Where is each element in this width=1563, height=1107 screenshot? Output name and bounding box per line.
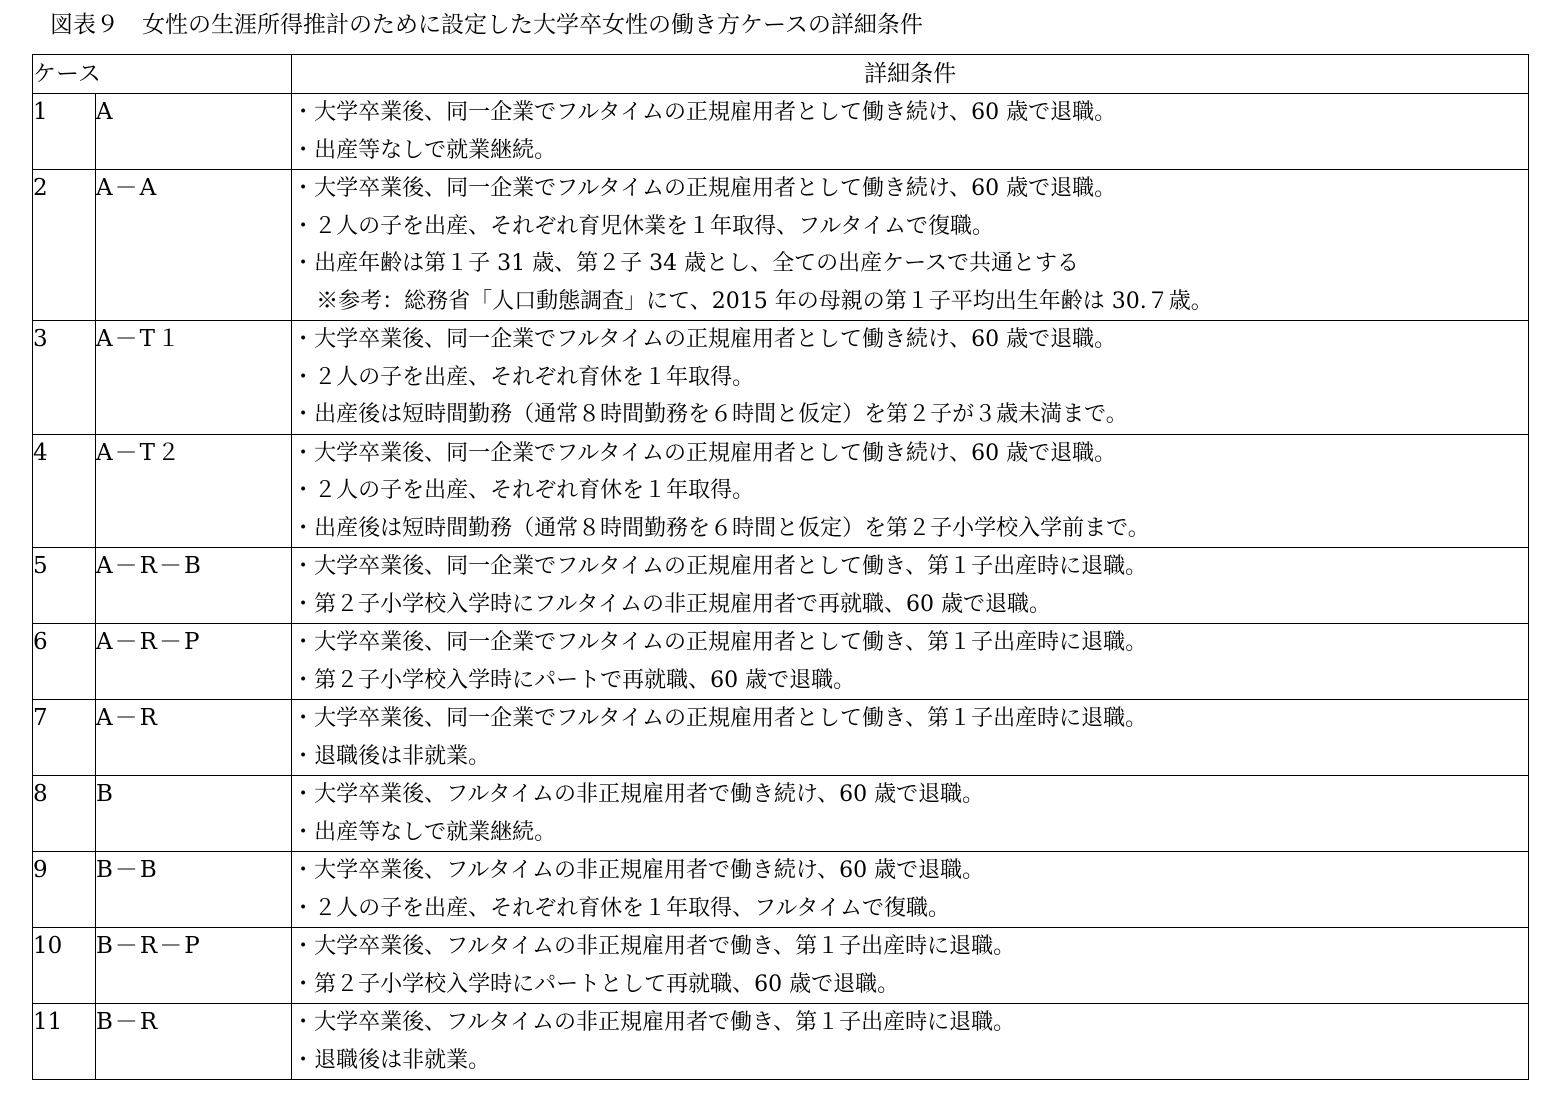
table-row xyxy=(33,548,1529,624)
table-row xyxy=(33,700,1529,776)
table-body xyxy=(33,94,1529,1080)
detail-line: ・２人の子を出産、それぞれ育休を１年取得。 xyxy=(292,364,755,390)
case-number: 8 xyxy=(33,776,96,852)
detail-line: ・出産年齢は第１子 31 歳、第２子 34 歳とし、全ての出産ケースで共通とする xyxy=(292,251,1080,276)
detail-line: ・第２子小学校入学時にパートで再就職、60 歳で退職。 xyxy=(292,667,856,693)
detail-line: ・大学卒業後、同一企業でフルタイムの正規雇用者として働き続け、60 歳で退職。 xyxy=(292,176,1117,201)
table-row xyxy=(33,1004,1529,1080)
case-code: A－A xyxy=(96,170,292,321)
case-code: B xyxy=(96,776,292,852)
case-detail xyxy=(292,321,1529,435)
case-code: A－T２ xyxy=(96,434,292,548)
table-row xyxy=(33,624,1529,700)
detail-line: ・第２子小学校入学時にフルタイムの非正規雇用者で再就職、60 歳で退職。 xyxy=(292,591,1051,617)
detail-line: ・大学卒業後、フルタイムの非正規雇用者で働き続け、60 歳で退職。 xyxy=(292,858,985,883)
case-code: B－B xyxy=(96,852,292,928)
case-number: 2 xyxy=(33,170,96,321)
case-detail xyxy=(292,776,1529,852)
detail-line: ・大学卒業後、同一企業でフルタイムの正規雇用者として働き続け、60 歳で退職。 xyxy=(292,100,1117,125)
case-number: 1 xyxy=(33,94,96,170)
case-number: 7 xyxy=(33,700,96,776)
detail-line: ・大学卒業後、フルタイムの非正規雇用者で働き、第１子出産時に退職。 xyxy=(292,934,1016,959)
case-code: B－R－P xyxy=(96,928,292,1004)
case-detail xyxy=(292,170,1529,321)
case-detail xyxy=(292,928,1529,1004)
case-conditions-table xyxy=(32,54,1529,1080)
case-code: A xyxy=(96,94,292,170)
detail-line: ・退職後は非就業。 xyxy=(292,1047,491,1073)
table-row xyxy=(33,170,1529,321)
detail-line: ・大学卒業後、フルタイムの非正規雇用者で働き続け、60 歳で退職。 xyxy=(292,782,985,807)
detail-line: ・出産等なしで就業継続。 xyxy=(292,819,557,845)
detail-note: ※参考：総務省「人口動態調査」にて、2015 年の母親の第１子平均出生年齢は 30.７歳。 xyxy=(316,288,1213,314)
detail-line: ・２人の子を出産、それぞれ育休を１年取得。 xyxy=(292,478,755,503)
header-case: ケース xyxy=(33,55,292,94)
case-code: A－T１ xyxy=(96,321,292,435)
case-detail xyxy=(292,624,1529,700)
case-detail xyxy=(292,1004,1529,1080)
table-caption: 図表９ 女性の生涯所得推計のために設定した大学卒女性の働き方ケースの詳細条件 xyxy=(50,12,923,38)
case-detail xyxy=(292,700,1529,776)
case-code: A－R－P xyxy=(96,624,292,700)
case-code: B－R xyxy=(96,1004,292,1080)
detail-line: ・退職後は非就業。 xyxy=(292,743,491,769)
case-detail xyxy=(292,94,1529,170)
header-detail: 詳細条件 xyxy=(292,55,1529,94)
detail-line: ・大学卒業後、同一企業でフルタイムの正規雇用者として働き、第１子出産時に退職。 xyxy=(292,706,1148,731)
detail-line: ・出産後は短時間勤務（通常８時間勤務を６時間と仮定）を第２子が３歳未満まで。 xyxy=(292,402,1128,427)
detail-line: ・大学卒業後、同一企業でフルタイムの正規雇用者として働き続け、60 歳で退職。 xyxy=(292,440,1117,466)
case-number: 5 xyxy=(33,548,96,624)
case-number: 10 xyxy=(33,928,96,1004)
case-detail xyxy=(292,548,1529,624)
table-row xyxy=(33,852,1529,928)
detail-line: ・大学卒業後、同一企業でフルタイムの正規雇用者として働き、第１子出産時に退職。 xyxy=(292,630,1148,655)
case-detail xyxy=(292,852,1529,928)
case-code: A－R xyxy=(96,700,292,776)
case-number: 9 xyxy=(33,852,96,928)
table-row xyxy=(33,94,1529,170)
table-row xyxy=(33,434,1529,548)
table-row xyxy=(33,928,1529,1004)
case-detail xyxy=(292,434,1529,548)
case-number: 3 xyxy=(33,321,96,435)
detail-line: ・２人の子を出産、それぞれ育児休業を１年取得、フルタイムで復職。 xyxy=(292,213,994,239)
detail-line: ・大学卒業後、フルタイムの非正規雇用者で働き、第１子出産時に退職。 xyxy=(292,1010,1016,1035)
detail-line: ・２人の子を出産、それぞれ育休を１年取得、フルタイムで復職。 xyxy=(292,895,950,921)
case-code: A－R－B xyxy=(96,548,292,624)
table-header-row xyxy=(33,55,1529,94)
table-row xyxy=(33,321,1529,435)
case-number: 6 xyxy=(33,624,96,700)
case-number: 4 xyxy=(33,434,96,548)
case-number: 11 xyxy=(33,1004,96,1080)
table-row xyxy=(33,776,1529,852)
detail-line: ・第２子小学校入学時にパートとして再就職、60 歳で退職。 xyxy=(292,971,900,997)
detail-line: ・出産後は短時間勤務（通常８時間勤務を６時間と仮定）を第２子小学校入学前まで。 xyxy=(292,515,1150,541)
detail-line: ・大学卒業後、同一企業でフルタイムの正規雇用者として働き続け、60 歳で退職。 xyxy=(292,327,1117,352)
detail-line: ・大学卒業後、同一企業でフルタイムの正規雇用者として働き、第１子出産時に退職。 xyxy=(292,554,1148,579)
detail-line: ・出産等なしで就業継続。 xyxy=(292,137,557,163)
